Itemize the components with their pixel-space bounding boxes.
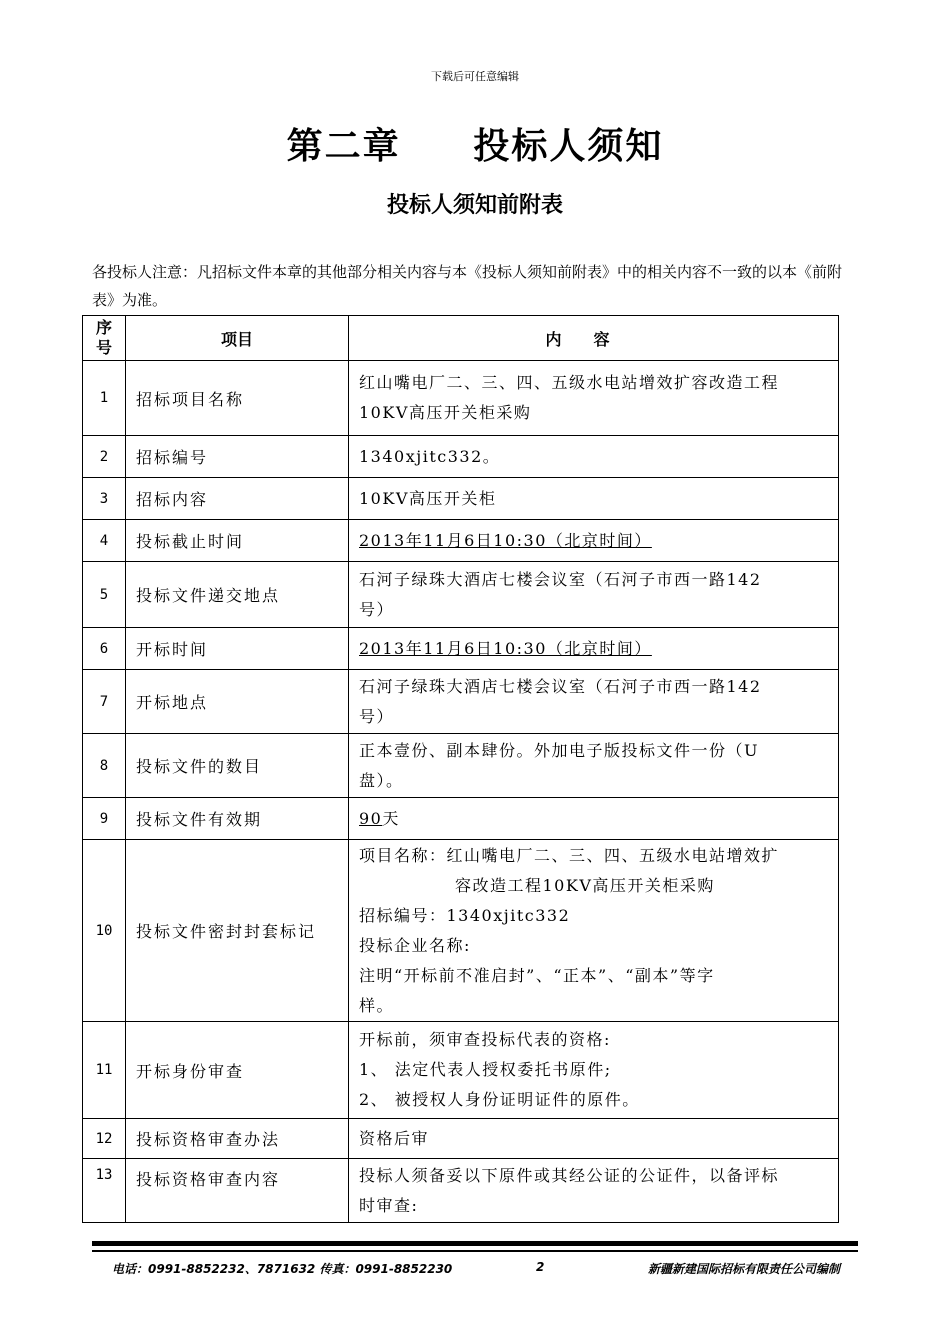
row-no: 2	[83, 436, 126, 478]
row-item: 投标文件有效期	[126, 798, 349, 840]
row-no: 13	[83, 1159, 126, 1223]
row-item: 招标编号	[126, 436, 349, 478]
table-row	[83, 734, 839, 798]
header-no: 序号	[83, 316, 126, 361]
row-content	[349, 361, 839, 436]
content-line: 样。	[359, 995, 395, 1015]
content-line: 石河子绿珠大酒店七楼会议室（石河子市西一路142	[359, 676, 762, 696]
table-title: 投标人须知前附表	[386, 192, 563, 218]
content-line: 1、 法定代表人授权委托书原件;	[359, 1060, 612, 1079]
table-row	[83, 670, 839, 734]
content-line: 2013年11月6日10:30（北京时间）	[359, 638, 652, 658]
row-no: 4	[83, 520, 126, 562]
header-content: 内容	[349, 316, 839, 361]
table-row	[83, 1022, 839, 1119]
row-content	[349, 840, 839, 1022]
row-content	[349, 734, 839, 798]
row-no: 11	[83, 1022, 126, 1119]
row-content	[349, 436, 839, 478]
content-line: 容改造工程10KV高压开关柜采购	[455, 875, 715, 895]
footer-divider-thin	[92, 1250, 858, 1252]
content-line: 号）	[359, 599, 395, 619]
row-no: 6	[83, 628, 126, 670]
content-line: 开标前，须审查投标代表的资格:	[359, 1030, 611, 1049]
row-content	[349, 478, 839, 520]
validity-days: 90	[359, 808, 383, 828]
content-line: 号）	[359, 706, 395, 726]
row-item: 投标资格审查内容	[126, 1159, 349, 1223]
row-item: 投标文件密封封套标记	[126, 840, 349, 1022]
content-line: 2013年11月6日10:30（北京时间）	[359, 530, 652, 550]
content-line: 招标编号：1340xjitc332	[359, 905, 571, 925]
content-line: 红山嘴电厂二、三、四、五级水电站增效扩容改造工程	[359, 373, 780, 392]
row-content	[349, 670, 839, 734]
row-content	[349, 1119, 839, 1159]
row-content	[349, 520, 839, 562]
header-note: 下载后可任意编辑	[431, 70, 519, 83]
chapter-title: 第二章 投标人须知	[286, 125, 664, 167]
row-item: 招标项目名称	[126, 361, 349, 436]
row-no: 10	[83, 840, 126, 1022]
row-no: 12	[83, 1119, 126, 1159]
row-content	[349, 798, 839, 840]
front-table	[82, 315, 839, 1223]
header-item: 项目	[126, 316, 349, 361]
row-no: 9	[83, 798, 126, 840]
table-row	[83, 840, 839, 1022]
footer-company: 新疆新建国际招标有限责任公司编制	[647, 1262, 840, 1276]
row-content	[349, 1159, 839, 1223]
content-line: 石河子绿珠大酒店七楼会议室（石河子市西一路142	[359, 569, 762, 589]
footer-page-number: 2	[536, 1260, 545, 1274]
table-row	[83, 361, 839, 436]
row-no: 7	[83, 670, 126, 734]
content-line: 资格后审	[359, 1128, 430, 1148]
table-row	[83, 520, 839, 562]
content-line: 1340xjitc332。	[359, 446, 501, 466]
content-line: 项目名称：红山嘴电厂二、三、四、五级水电站增效扩	[359, 845, 780, 865]
table-header-row	[83, 316, 839, 361]
table-row	[83, 562, 839, 628]
content-line: 10KV高压开关柜采购	[359, 403, 532, 422]
row-no: 5	[83, 562, 126, 628]
validity-unit: 天	[382, 808, 400, 828]
table-row	[83, 628, 839, 670]
row-item: 招标内容	[126, 478, 349, 520]
row-item: 投标资格审查办法	[126, 1119, 349, 1159]
table-row	[83, 1119, 839, 1159]
row-no: 8	[83, 734, 126, 798]
notice-paragraph: 各投标人注意：凡招标文件本章的其他部分相关内容与本《投标人须知前附表》中的相关内容不一致的以本《前附表》为准。	[92, 263, 843, 309]
table-row	[83, 436, 839, 478]
table-row	[83, 1159, 839, 1223]
row-content	[349, 628, 839, 670]
row-item: 投标文件的数目	[126, 734, 349, 798]
content-line: 时审查:	[359, 1195, 419, 1215]
table-row	[83, 798, 839, 840]
row-item: 投标文件递交地点	[126, 562, 349, 628]
row-content	[349, 1022, 839, 1119]
content-line: 投标人须备妥以下原件或其经公证的公证件，以备评标	[359, 1165, 780, 1185]
row-content	[349, 562, 839, 628]
row-no: 3	[83, 478, 126, 520]
content-line: 盘）。	[359, 770, 404, 790]
row-no: 1	[83, 361, 126, 436]
content-line: 正本壹份、副本肆份。外加电子版投标文件一份（U	[359, 740, 759, 760]
content-line: 投标企业名称:	[359, 935, 471, 955]
row-item: 开标时间	[126, 628, 349, 670]
row-item: 开标地点	[126, 670, 349, 734]
content-line: 10KV高压开关柜	[359, 488, 497, 508]
table-row	[83, 478, 839, 520]
content-line: 注明“开标前不准启封”、“正本”、“副本”等字	[359, 965, 715, 985]
footer-divider-thick	[92, 1241, 858, 1246]
row-item: 投标截止时间	[126, 520, 349, 562]
footer-contact: 电话：0991-8852232、7871632 传真：0991-8852230	[112, 1262, 453, 1276]
row-item: 开标身份审查	[126, 1022, 349, 1119]
content-line: 2、 被授权人身份证明证件的原件。	[359, 1090, 640, 1109]
